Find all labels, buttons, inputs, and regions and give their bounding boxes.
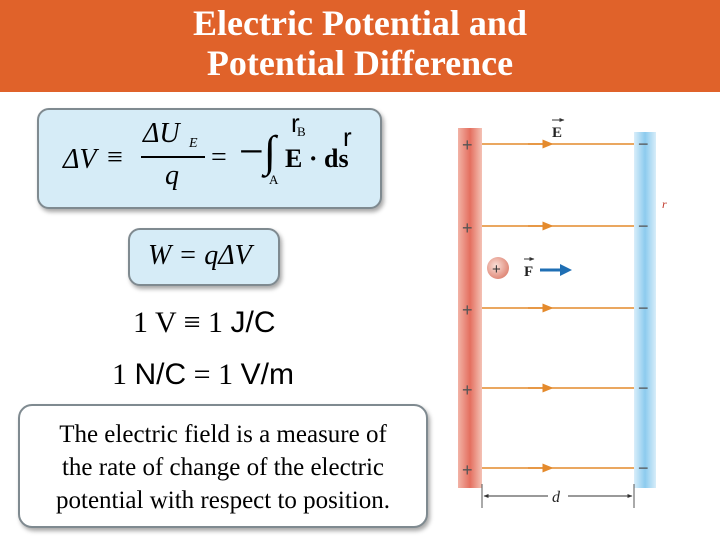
field-unit-equivalence [112, 358, 294, 392]
integrand: E · ds [285, 144, 349, 173]
test-charge-sign: + [492, 261, 501, 278]
volt-right-unit: J/C [230, 306, 276, 339]
plus-sign: + [462, 300, 473, 320]
vector-mark-e: r [291, 108, 300, 138]
side-mark: r [662, 197, 667, 211]
integral-lower-limit: A [269, 172, 279, 187]
minus-sign: − [638, 134, 649, 154]
title-bar [0, 0, 720, 92]
volt-equiv: ≡ [183, 306, 201, 339]
field-right-number: 1 [218, 358, 234, 391]
volt-definition [133, 306, 276, 340]
fraction-denominator: q [165, 160, 179, 191]
equals-symbol: = [211, 142, 227, 173]
integral-upper-limit: B [297, 124, 306, 139]
work-equation: W = qΔV [148, 240, 252, 271]
delta-v-symbol: ΔV [63, 144, 97, 175]
slide-title-line-2: Potential Difference [206, 43, 514, 83]
minus-sign: − [638, 378, 649, 398]
field-left-number: 1 [112, 358, 127, 391]
field-label-e: E [552, 125, 563, 141]
minus-sign: − [638, 216, 649, 236]
plus-sign: + [462, 380, 473, 400]
integral-symbol: −∫ [239, 127, 276, 176]
force-label-f: F [524, 264, 534, 280]
volt-right-number: 1 [208, 306, 224, 339]
volt-left: 1 V [133, 306, 177, 339]
note-line-2: the rate of change of the electric [61, 454, 385, 481]
vector-mark-s: r [343, 122, 352, 152]
plus-sign: + [462, 135, 473, 155]
work-equation-box [128, 228, 280, 286]
field-lines [482, 144, 634, 468]
numerator-subscript: E [189, 136, 198, 151]
minus-sign: − [638, 298, 649, 318]
plus-sign: + [462, 460, 473, 480]
note-line-1: The electric field is a measure of [59, 421, 387, 448]
distance-label-d: d [552, 489, 560, 506]
plus-sign: + [462, 218, 473, 238]
fraction-numerator: ΔU [143, 118, 180, 149]
note-line-3: potential with respect to position. [56, 487, 390, 514]
slide-title-line-1: Electric Potential and [193, 3, 527, 43]
force-arrowhead [560, 264, 572, 276]
fraction-bar [141, 156, 205, 158]
parallel-plate-figure [448, 108, 680, 513]
field-left-unit: N/C [134, 358, 187, 391]
minus-sign: − [638, 458, 649, 478]
note-text [20, 418, 426, 517]
potential-difference-equation-box [37, 108, 382, 209]
note-box [18, 404, 428, 528]
field-equals: = [193, 358, 211, 391]
field-right-unit: V/m [240, 358, 294, 391]
equiv-symbol: ≡ [107, 142, 123, 173]
